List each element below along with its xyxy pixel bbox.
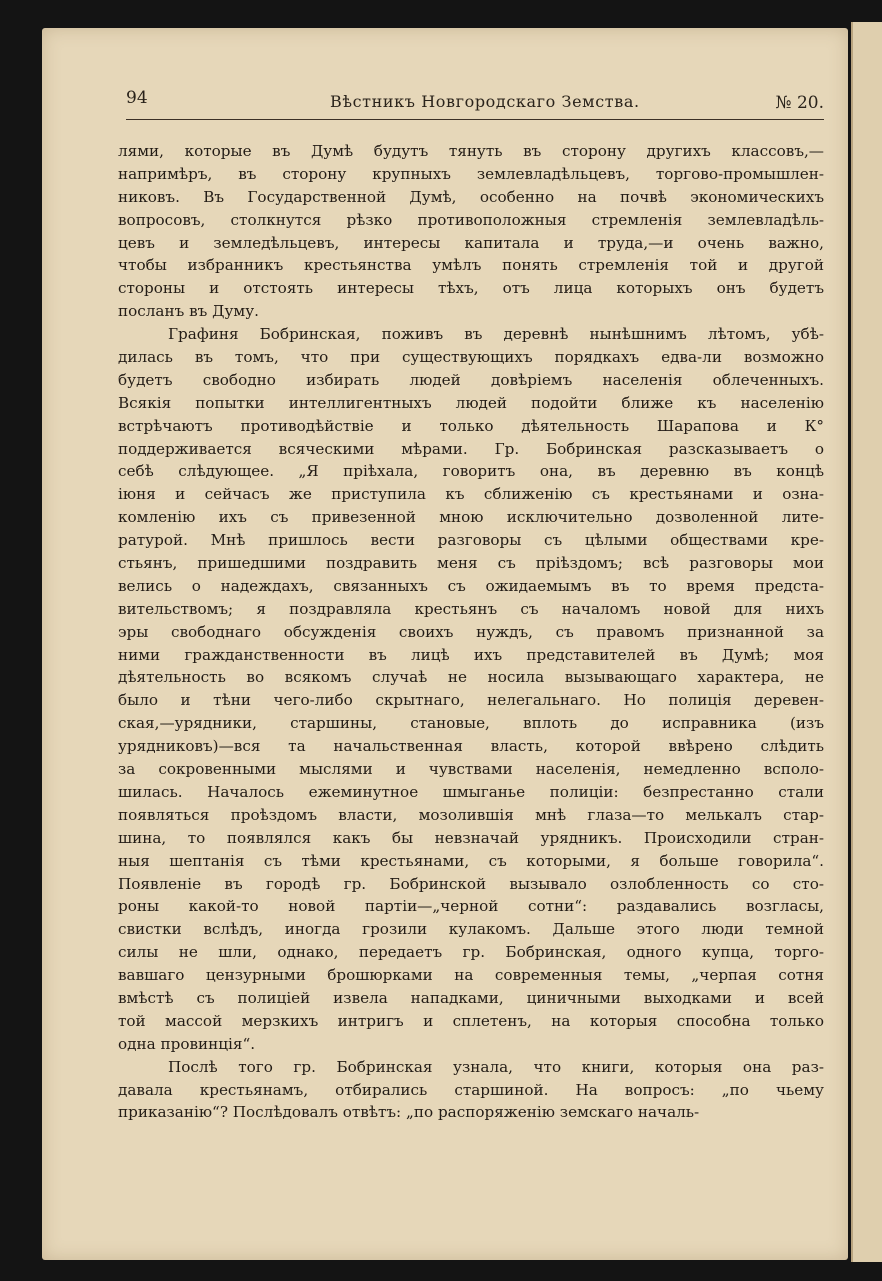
- text-line: за сокровенными мыслями и чувствами населенія, немедленно всполо-: [118, 760, 824, 779]
- text-line: никовъ. Въ Государственной Думѣ, особенно на почвѣ экономическихъ: [118, 187, 824, 206]
- text-line: чтобы избранникъ крестьянства умѣлъ понять стремленія той и другой: [118, 256, 824, 275]
- text-line: Графиня Бобринская, поживъ въ деревнѣ нынѣшнимъ лѣтомъ, убѣ-: [168, 325, 824, 344]
- text-line: встрѣчаютъ противодѣйствіе и только дѣятельность Шарапова и К°: [118, 416, 824, 435]
- text-line: Послѣ того гр. Бобринская узнала, что книги, которыя она раз-: [168, 1057, 824, 1076]
- text-line: урядниковъ)—вся та начальственная власть, которой ввѣрено слѣдить: [118, 737, 824, 756]
- text-line: той массой мерзкихъ интригъ и сплетенъ, на которыя способна только: [118, 1011, 824, 1030]
- text-line: вавшаго цензурными брошюрками на современныя темы, „черпая сотня: [118, 966, 824, 985]
- text-line: цевъ и земледѣльцевъ, интересы капитала и труда,—и очень важно,: [118, 233, 824, 252]
- text-line: поддерживается всяческими мѣрами. Гр. Бобринская разсказываетъ о: [118, 439, 824, 458]
- text-line: приказанію“? Послѣдовалъ отвѣтъ: „по распоряженію земскаго началь-: [118, 1103, 700, 1122]
- issue-number: № 20.: [775, 93, 824, 113]
- text-line: было и тѣни чего-либо скрытнаго, нелегальнаго. Но полиція деревен-: [118, 691, 824, 710]
- text-line: дѣятельность во всякомъ случаѣ не носила вызывающаго характера, не: [118, 668, 824, 687]
- text-line: Появленіе въ городѣ гр. Бобринской вызывало озлобленность со сто-: [118, 874, 824, 893]
- running-header: [126, 88, 824, 122]
- page-number: 94: [126, 88, 148, 108]
- text-line: свистки вслѣдъ, иногда грозили кулакомъ. Дальше этого люди темной: [118, 920, 824, 939]
- text-line: стьянъ, пришедшими поздравить меня съ пріѣздомъ; всѣ разговоры мои: [118, 554, 824, 573]
- text-line: себѣ слѣдующее. „Я пріѣхала, говоритъ она, въ деревню въ концѣ: [118, 462, 824, 481]
- text-line: стороны и отстоять интересы тѣхъ, отъ лица которыхъ онъ будетъ: [118, 279, 824, 298]
- text-line: посланъ въ Думу.: [118, 302, 259, 321]
- text-line: комленію ихъ съ привезенной мною исключительно дозволенной лите-: [118, 508, 824, 527]
- text-line: шилась. Началось ежеминутное шмыганье полиціи: безпрестанно стали: [118, 782, 824, 801]
- text-line: вмѣстѣ съ полиціей извела нападками, циничными выходками и всей: [118, 988, 824, 1007]
- journal-title: Вѣстникъ Новгородскаго Земства.: [330, 92, 640, 111]
- text-line: роны какой-то новой партіи—„черной сотни“: раздавались возгласы,: [118, 897, 824, 916]
- text-line: напримѣръ, въ сторону крупныхъ землевладѣльцевъ, торгово-промышлен-: [118, 164, 824, 183]
- text-line: вопросовъ, столкнутся рѣзко противоположныя стремленія землевладѣль-: [118, 210, 824, 229]
- text-line: велись о надеждахъ, связанныхъ съ ожидаемымъ въ то время предста-: [118, 576, 824, 595]
- text-line: іюня и сейчасъ же приступила къ сближенію съ крестьянами и озна-: [118, 485, 824, 504]
- text-line: вительствомъ; я поздравляла крестьянъ съ началомъ новой для нихъ: [118, 599, 824, 618]
- text-line: Всякія попытки интеллигентныхъ людей подойти ближе къ населенію: [118, 393, 824, 412]
- text-line: дилась въ томъ, что при существующихъ порядкахъ едва-ли возможно: [118, 348, 824, 367]
- facing-page-edge: [851, 22, 882, 1262]
- text-line: ратурой. Мнѣ пришлось вести разговоры съ цѣлыми обществами кре-: [118, 531, 824, 550]
- header-rule: [126, 119, 824, 120]
- text-line: лями, которые въ Думѣ будутъ тянуть въ сторону другихъ классовъ,—: [118, 142, 824, 160]
- text-line: появляться проѣздомъ власти, мозолившія мнѣ глаза—то мелькалъ стар-: [118, 805, 824, 824]
- text-line: ныя шептанія съ тѣми крестьянами, съ которыми, я больше говорила“.: [118, 851, 824, 870]
- text-line: ская,—урядники, старшины, становые, вплоть до исправника (изъ: [118, 714, 824, 733]
- text-line: ними гражданственности въ лицѣ ихъ представителей въ Думѣ; моя: [118, 645, 824, 664]
- text-line: силы не шли, однако, передаетъ гр. Бобринская, одного купца, торго-: [118, 943, 824, 962]
- text-line: давала крестьянамъ, отбирались старшиной. На вопросъ: „по чьему: [118, 1080, 824, 1099]
- article-body: [118, 140, 824, 1124]
- text-line: будетъ свободно избирать людей довѣріемъ населенія облеченныхъ.: [118, 370, 824, 389]
- text-line: эры свободнаго обсужденія своихъ нуждъ, съ правомъ признанной за: [118, 622, 824, 641]
- text-line: одна провинція“.: [118, 1034, 256, 1053]
- text-line: шина, то появлялся какъ бы невзначай урядникъ. Происходили стран-: [118, 828, 824, 847]
